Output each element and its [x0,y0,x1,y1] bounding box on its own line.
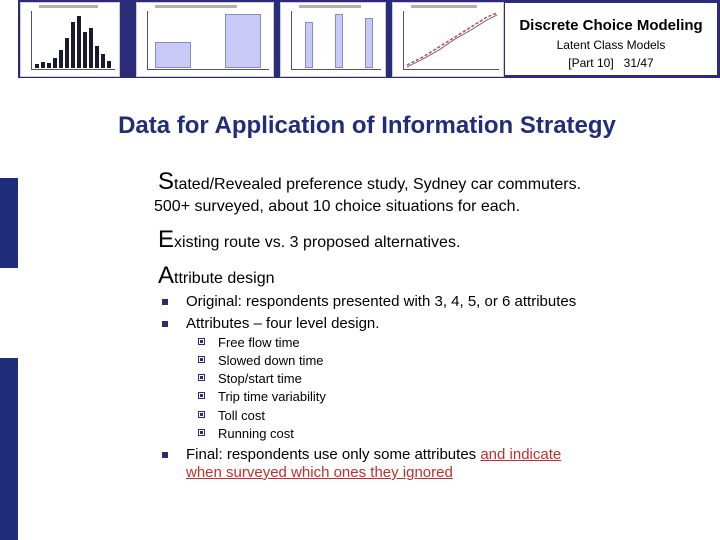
drop-cap-s: S [158,168,175,195]
thumbnail-bar-chart [136,2,274,77]
paragraph-route-text: xisting route vs. 3 proposed alternatives. [174,234,461,251]
square-bullet-icon [162,299,168,305]
hollow-square-bullet-icon [198,356,205,363]
paragraph-surveyed: 500+ surveyed, about 10 choice situations for each. [154,198,521,215]
header-banner [0,0,720,78]
sub-bullet-text: Running cost [218,426,294,441]
course-title: Discrete Choice Modeling [519,17,703,34]
slide-title: Data for Application of Information Strategy [118,112,616,139]
thumbnail-histogram-2 [280,2,386,77]
slide-info [505,56,717,70]
bullet-attributes-text: Attributes – four level design. [186,315,380,332]
hollow-square-bullet-icon [198,338,205,345]
sub-bullet-text: Stop/start time [218,371,302,386]
sub-bullet-text: Slowed down time [218,353,324,368]
slide-number: 31/47 [623,56,654,70]
bullet-original-text: Original: respondents presented with 3, 4, 5, or 6 attributes [186,293,577,310]
square-bullet-icon [162,321,168,327]
paragraph-attribute-design-text: ttribute design [174,270,275,287]
sub-bullet-text: Trip time variability [218,389,326,404]
hollow-square-bullet-icon [198,411,205,418]
bullet-final-line-2 [186,464,453,481]
part-label: [Part 10] [568,56,614,70]
thumbnail-histogram [20,2,120,77]
paragraph-attribute-design [158,262,275,290]
hollow-square-bullet-icon [198,374,205,381]
paragraph-route [158,226,460,254]
drop-cap-e: E [158,226,175,253]
hollow-square-bullet-icon [198,392,205,399]
sub-bullet-text: Free flow time [218,335,300,350]
paragraph-study [158,168,581,196]
thumbnail-line-plot [392,2,504,77]
bullet-final-text: Final: respondents use only some attributes [186,446,481,463]
paragraph-study-text: tated/Revealed preference study, Sydney car commuters. [174,176,582,193]
sub-bullet-text: Toll cost [218,408,265,423]
ignored-attributes-link-2[interactable]: when surveyed which ones they ignored [186,464,453,481]
bullet-final-line-1 [186,446,561,463]
left-sidebar-band [0,0,18,540]
drop-cap-a: A [158,262,175,289]
course-subtitle: Latent Class Models [556,38,666,52]
hollow-square-bullet-icon [198,429,205,436]
course-title-box [504,2,718,76]
ignored-attributes-link-1[interactable]: and indicate [480,446,562,463]
square-bullet-icon [162,452,168,458]
